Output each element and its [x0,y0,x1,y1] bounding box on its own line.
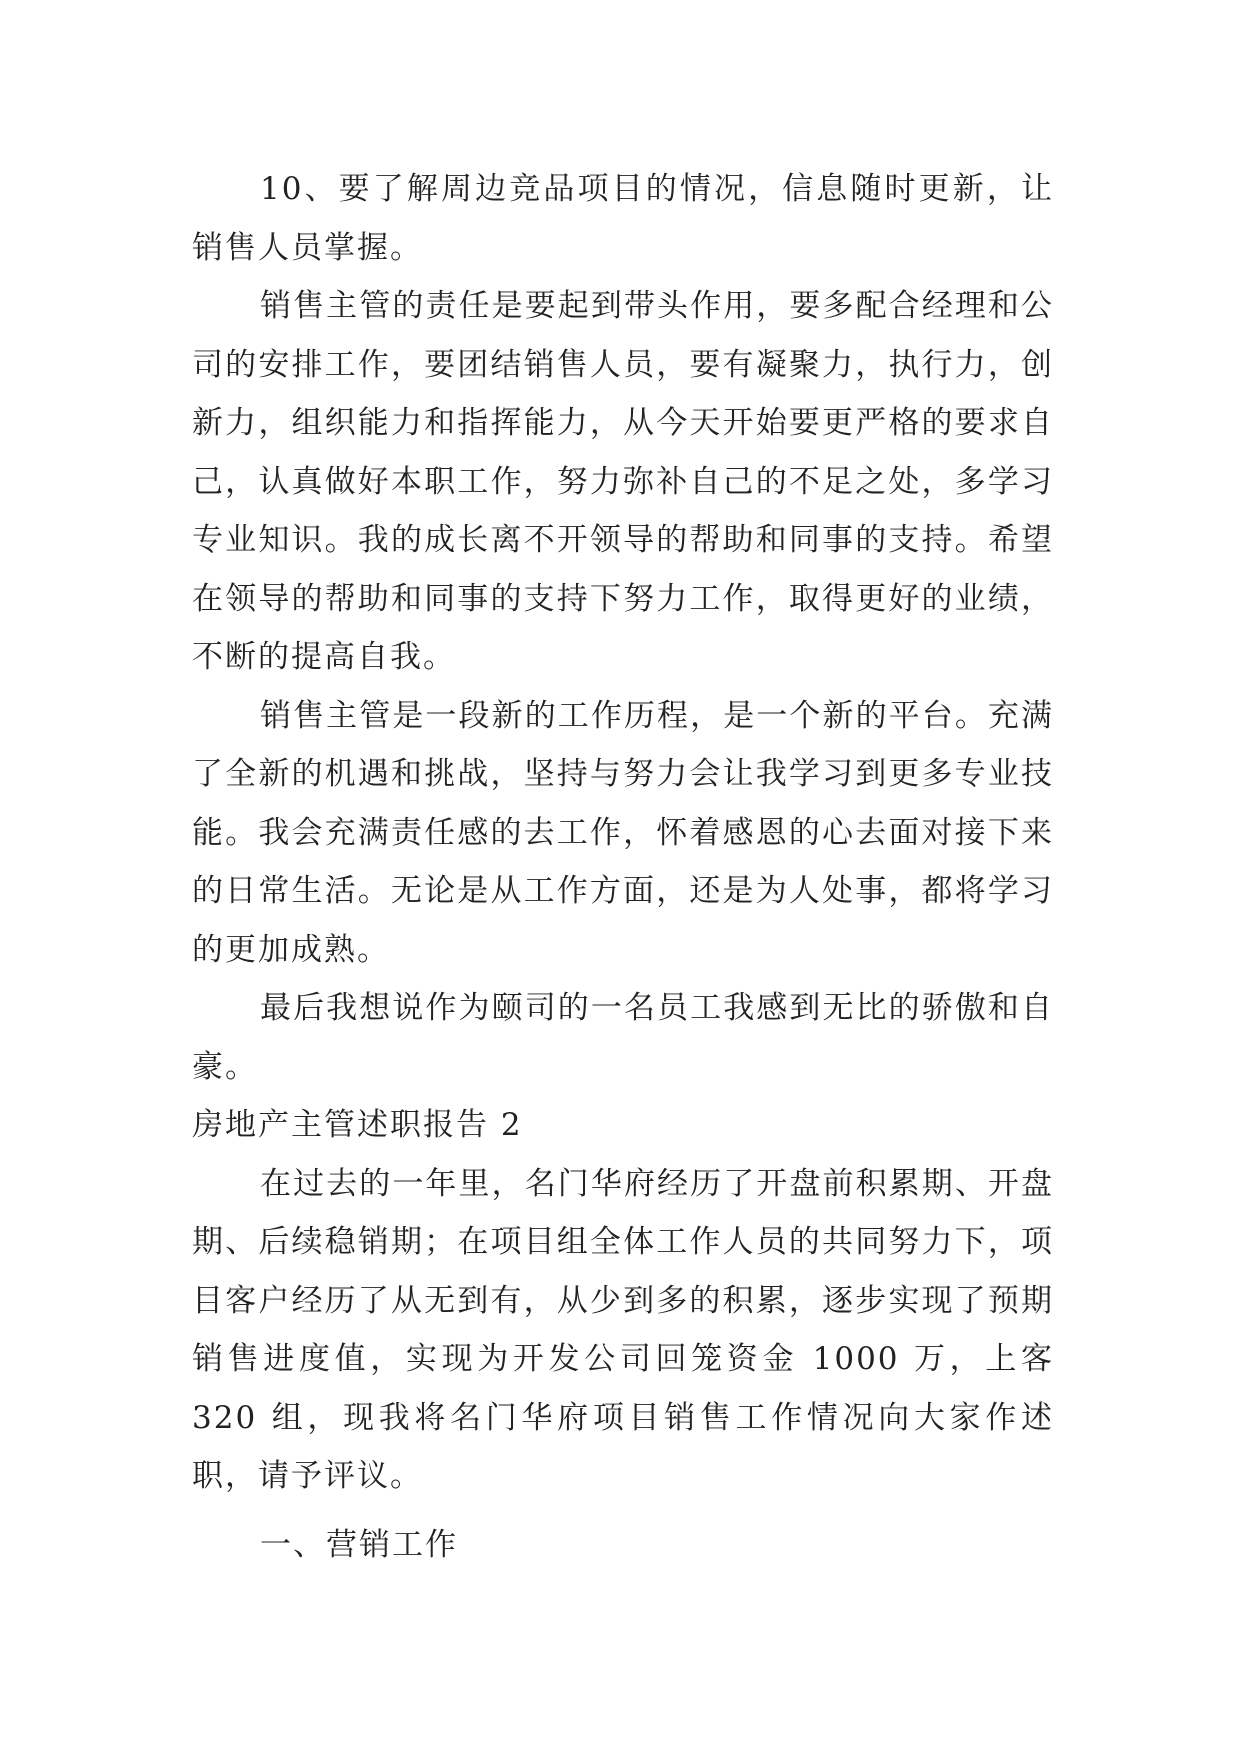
paragraph-closing: 最后我想说作为颐司的一名员工我感到无比的骄傲和自豪。 [192,990,1054,1085]
report-heading: 房地产主管述职报告 2 [192,1107,523,1143]
document-body [192,160,1054,1574]
section-title-marketing: 一、营销工作 [260,1526,458,1563]
paragraph-year-review: 在过去的一年里，名门华府经历了开盘前积累期、开盘期、后续稳销期；在项目组全体工作人员的共同努力下，项目客户经历了从无到有，从少到多的积累，逐步实现了预期销售进度值，实现为开发公司回笼资金 1000 万，上客 320 组，现我将名门华府项目销售工作情况向大家作述职，请予评议。 [192,1165,1054,1494]
paragraph-new-journey: 销售主管是一段新的工作历程，是一个新的平台。充满了全新的机遇和挑战，坚持与努力会让我学习到更多专业技能。我会充满责任感的去工作，怀着感恩的心去面对接下来的日常生活。无论是从工作方面，还是为人处事，都将学习的更加成熟。 [192,697,1054,968]
paragraph-competitor-info: 10、要了解周边竞品项目的情况，信息随时更新，让销售人员掌握。 [192,171,1054,266]
paragraph-supervisor-responsibility: 销售主管的责任是要起到带头作用，要多配合经理和公司的安排工作，要团结销售人员，要有凝聚力，执行力，创新力，组织能力和指挥能力，从今天开始要更严格的要求自己，认真做好本职工作，努力弥补自己的不足之处，多学习专业知识。我的成长离不开领导的帮助和同事的支持。希望在领导的帮助和同事的支持下努力工作，取得更好的业绩，不断的提高自我。 [192,288,1054,675]
